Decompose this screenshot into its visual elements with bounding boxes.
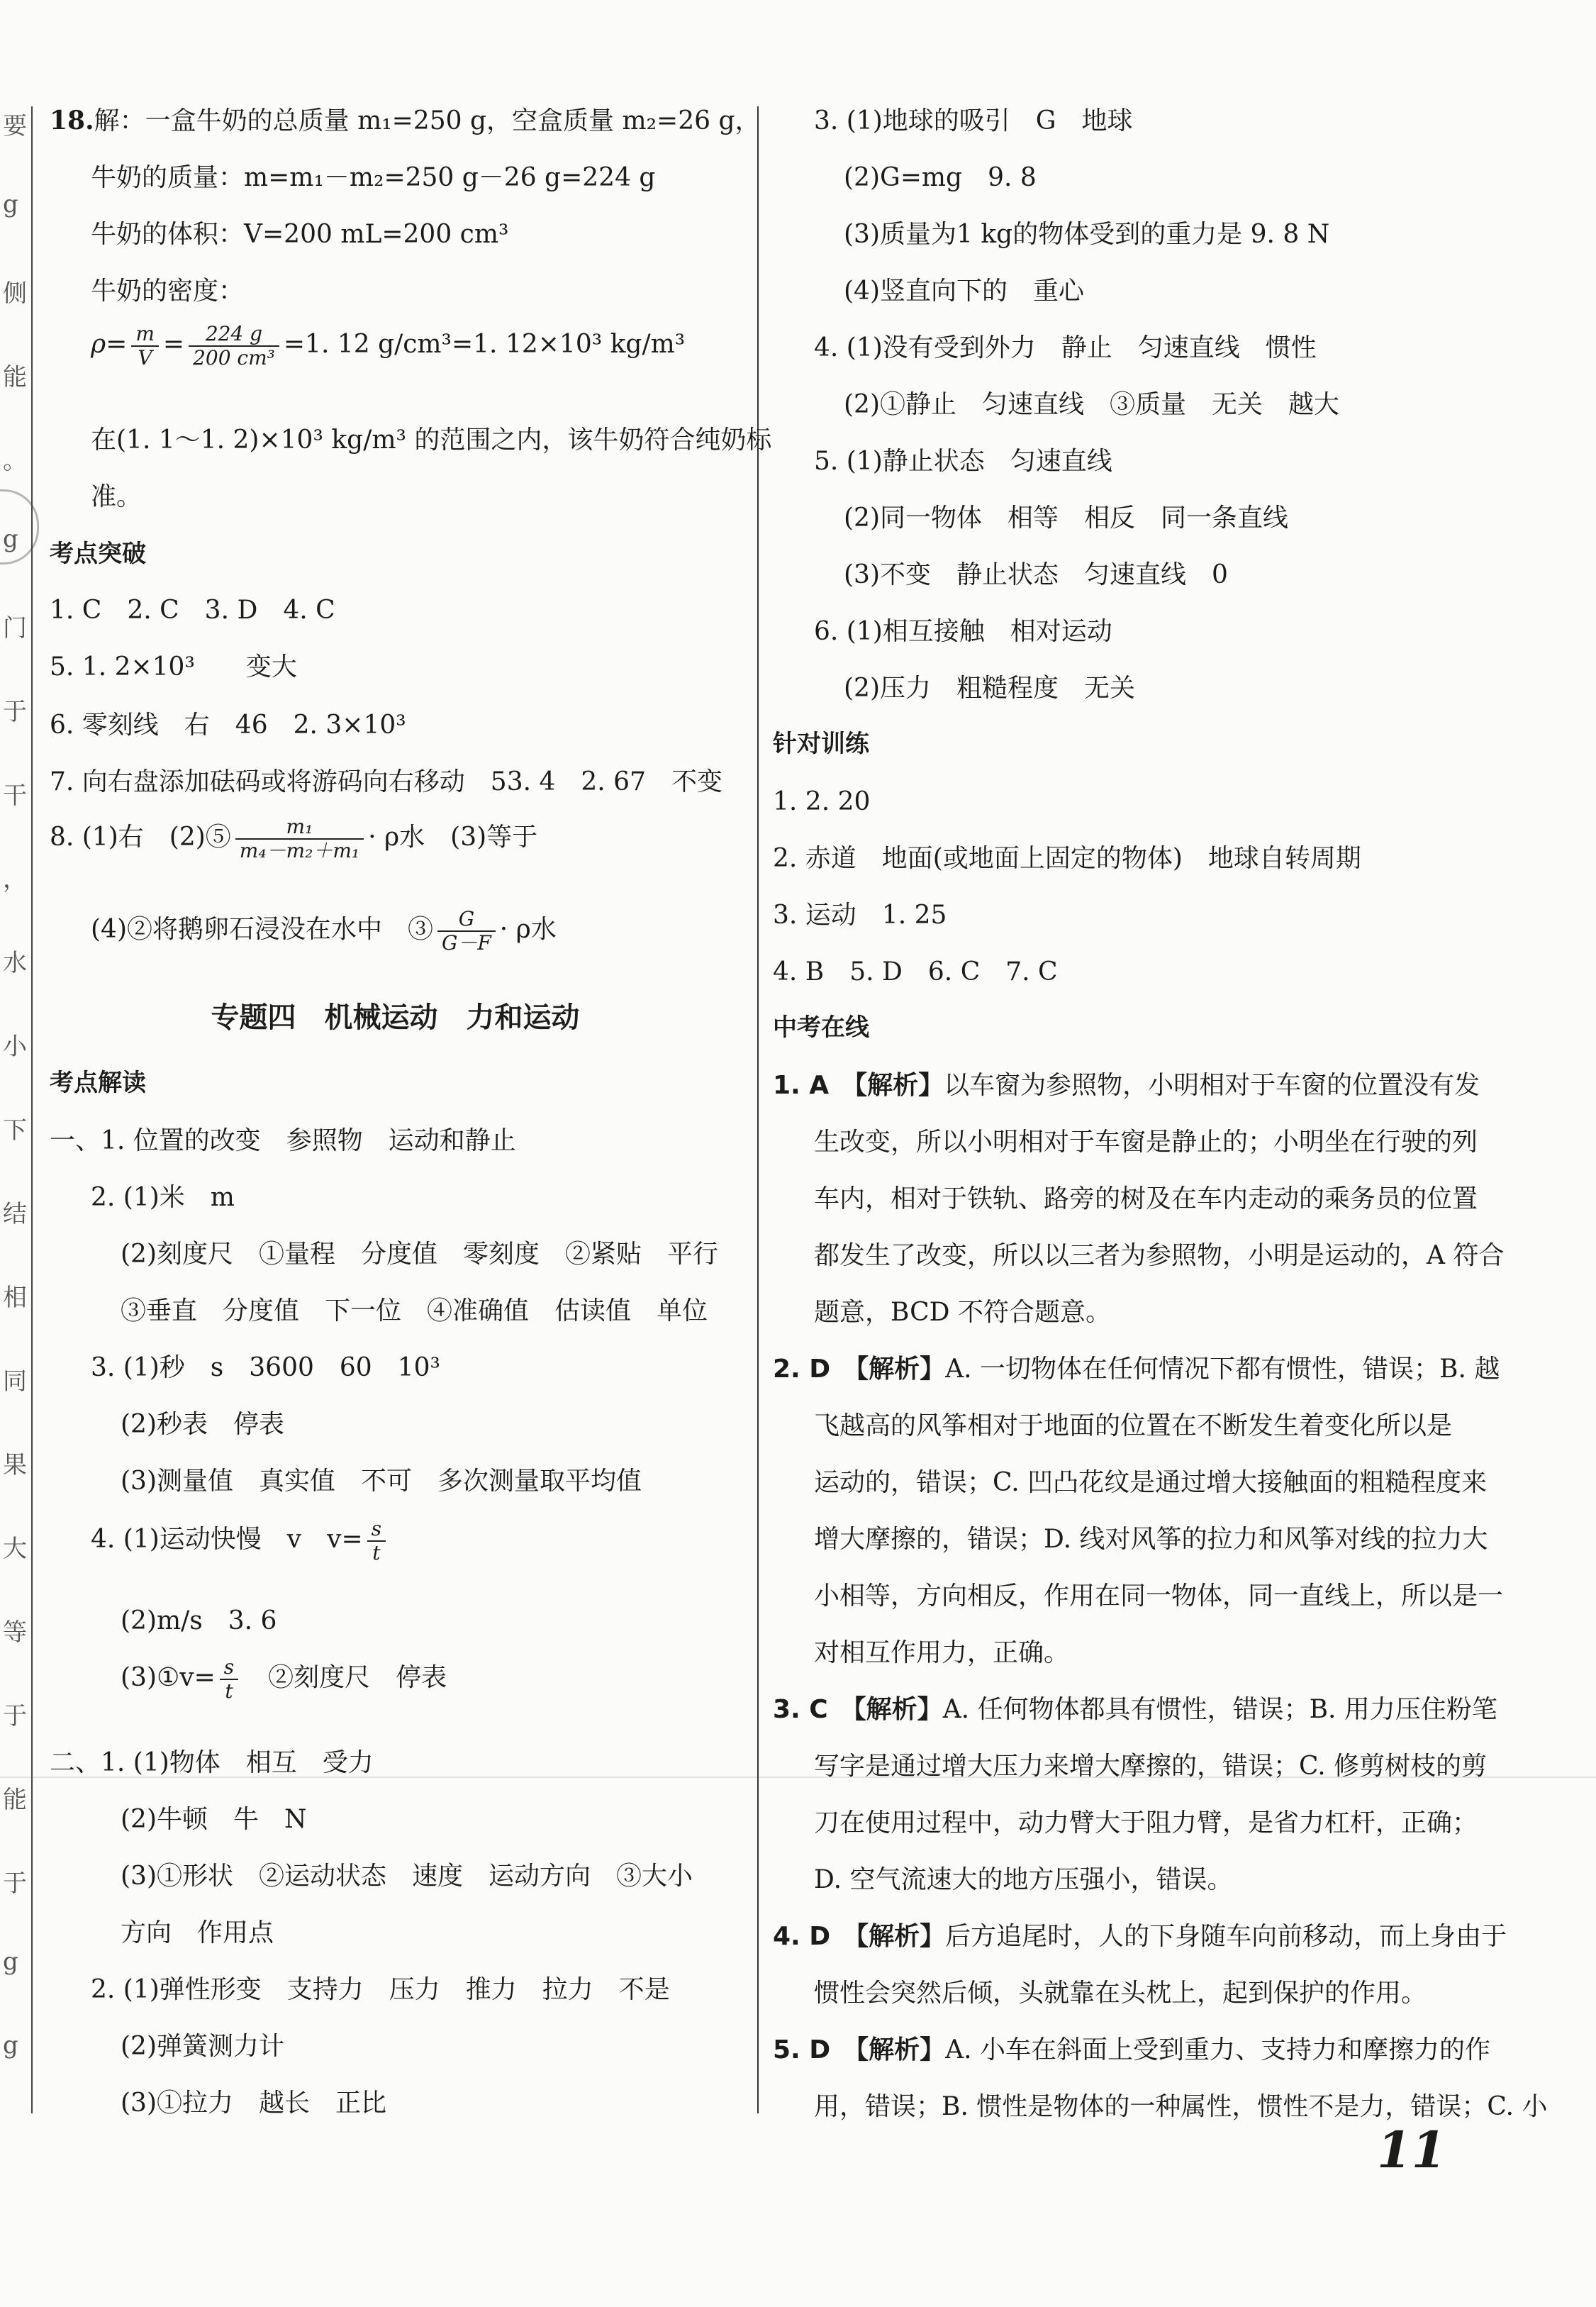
line-text: (3)不变 静止状态 匀速直线 0 bbox=[844, 560, 1228, 589]
line-text: (2)G=mg 9. 8 bbox=[844, 163, 1037, 192]
text-line-r3d bbox=[773, 277, 1084, 306]
line-text: 4. (1)没有受到外力 静止 匀速直线 惯性 bbox=[814, 333, 1317, 362]
text-line-a3b bbox=[50, 1410, 284, 1439]
line-text: (2)m/s 3. 6 bbox=[121, 1606, 277, 1635]
text-line-a1 bbox=[50, 1126, 516, 1155]
margin-char: ， bbox=[3, 865, 27, 894]
line-text: A. 任何物体都具有惯性，错误；B. 用力压住粉笔 bbox=[942, 1695, 1497, 1724]
line-text: (2)牛顿 牛 N bbox=[121, 1805, 307, 1834]
margin-char: 大 bbox=[3, 1535, 27, 1563]
text-line-k3c bbox=[773, 1808, 1478, 1838]
margin-char: 果 bbox=[3, 1451, 27, 1479]
line-text: 4. B 5. D 6. C 7. C bbox=[773, 957, 1058, 986]
line-text: 1. 2. 20 bbox=[773, 787, 871, 816]
line-text: 惯性会突然后倾，头就靠在头枕上，起到保护的作用。 bbox=[814, 1979, 1427, 2008]
line-text: 准。 bbox=[91, 482, 143, 511]
margin-char: 小 bbox=[3, 1033, 27, 1061]
text-line-kd-7 bbox=[50, 767, 722, 796]
line-text: 对相互作用力，正确。 bbox=[814, 1638, 1070, 1667]
line-text: 飞越高的风筝相对于地面的位置在不断发生着变化所以是 bbox=[814, 1411, 1453, 1440]
line-text: 牛奶的密度： bbox=[91, 277, 245, 306]
line-text: (2)弹簧测力计 bbox=[121, 2032, 284, 2061]
text-line-kd-5 bbox=[50, 652, 297, 682]
formula-equals: = bbox=[162, 330, 185, 360]
line-text: 2. (1)弹性形变 支持力 压力 推力 拉力 不是 bbox=[91, 1975, 670, 2004]
margin-char: 。 bbox=[3, 447, 27, 475]
text-line-kd-8b bbox=[50, 908, 557, 955]
line-text: 3. (1)地球的吸引 G 地球 bbox=[814, 106, 1133, 135]
text-line-k1e bbox=[773, 1298, 1111, 1327]
margin-char: 门 bbox=[3, 614, 27, 643]
line-suffix: · ρ水 bbox=[499, 915, 557, 945]
text-line-z4 bbox=[773, 957, 1058, 986]
section-heading: 中考在线 bbox=[773, 1013, 869, 1042]
line-text: 6. (1)相互接触 相对运动 bbox=[814, 617, 1112, 646]
margin-rule bbox=[31, 106, 33, 2113]
margin-char: 干 bbox=[3, 782, 27, 810]
text-line-k5 bbox=[773, 2035, 1490, 2064]
line-text: 5. 1. 2×10³ 变大 bbox=[50, 652, 297, 682]
text-line-kd-8 bbox=[50, 816, 537, 862]
text-line-b1b bbox=[50, 1805, 307, 1834]
line-text: 3. 运动 1. 25 bbox=[773, 901, 947, 930]
margin-char: 等 bbox=[3, 1618, 27, 1647]
stamp-mark bbox=[0, 489, 39, 565]
text-line-q18-5 bbox=[50, 323, 685, 369]
line-prefix: 8. (1)右 (2)⑤ bbox=[50, 823, 231, 852]
text-line-k3b bbox=[773, 1752, 1487, 1781]
line-text: 牛奶的质量：m=m₁－m₂=250 g－26 g=224 g bbox=[91, 163, 656, 192]
text-line-r3c bbox=[773, 220, 1329, 249]
fraction-numerator: m₁ bbox=[235, 816, 364, 840]
fraction bbox=[367, 1518, 386, 1564]
text-line-r5b bbox=[773, 504, 1288, 533]
section-heading: 针对训练 bbox=[773, 730, 869, 758]
text-line-b2c bbox=[50, 2089, 386, 2118]
answer-tag: 3. C 【解析】 bbox=[773, 1695, 943, 1724]
margin-char: g bbox=[3, 1947, 18, 1976]
text-line-k1c bbox=[773, 1184, 1478, 1213]
formula-lhs: ρ= bbox=[91, 330, 128, 360]
text-line-kd-1 bbox=[50, 596, 335, 625]
line-text: 2. (1)米 m bbox=[91, 1183, 235, 1212]
text-line-b2b bbox=[50, 2032, 284, 2061]
left-margin-text bbox=[0, 106, 27, 2128]
margin-char: 要 bbox=[3, 112, 27, 140]
question-number: 18. bbox=[50, 106, 94, 135]
answer-tag: 2. D 【解析】 bbox=[773, 1355, 946, 1384]
line-text: 一、1. 位置的改变 参照物 运动和静止 bbox=[50, 1126, 516, 1155]
line-text: (3)测量值 真实值 不可 多次测量取平均值 bbox=[121, 1467, 642, 1496]
text-line-q18-3 bbox=[50, 220, 508, 249]
fraction bbox=[189, 323, 279, 369]
margin-char: 相 bbox=[3, 1284, 27, 1312]
text-line-k2b bbox=[773, 1411, 1452, 1440]
line-suffix: · ρ水 (3)等于 bbox=[368, 823, 538, 852]
page-number: 11 bbox=[1377, 2120, 1446, 2179]
text-line-b1 bbox=[50, 1748, 374, 1777]
line-text: 用，错误；B. 惯性是物体的一种属性，惯性不是力，错误；C. 小 bbox=[814, 2092, 1548, 2121]
fraction-denominator: t bbox=[225, 1679, 233, 1703]
text-line-b1c bbox=[50, 1862, 693, 1891]
fraction bbox=[235, 816, 364, 862]
text-line-a2c bbox=[50, 1296, 708, 1325]
text-line-kd-head bbox=[50, 540, 146, 568]
line-text: 增大摩擦的，错误；D. 线对风筝的拉力和风筝对线的拉力大 bbox=[814, 1525, 1488, 1554]
text-line-k3d bbox=[773, 1865, 1232, 1894]
fraction-numerator: s bbox=[367, 1518, 386, 1542]
line-text: 在(1. 1～1. 2)×10³ kg/m³ 的范围之内，该牛奶符合纯奶标 bbox=[91, 426, 772, 455]
answer-tag: 4. D 【解析】 bbox=[773, 1922, 946, 1951]
line-text: D. 空气流速大的地方压强小，错误。 bbox=[814, 1865, 1233, 1894]
text-line-zd-head bbox=[773, 730, 869, 758]
line-text: 写字是通过增大压力来增大摩擦的，错误；C. 修剪树枝的剪 bbox=[814, 1752, 1488, 1781]
text-line-q18-1 bbox=[50, 106, 761, 135]
line-text: 以车窗为参照物，小明相对于车窗的位置没有发 bbox=[944, 1071, 1480, 1100]
text-line-z3 bbox=[773, 901, 947, 930]
text-line-r6b bbox=[773, 674, 1135, 703]
fraction-numerator: 224 g bbox=[189, 323, 279, 347]
margin-char: 于 bbox=[3, 1869, 27, 1898]
text-line-k4 bbox=[773, 1922, 1507, 1951]
margin-char: 同 bbox=[3, 1367, 27, 1396]
line-text: 6. 零刻线 右 46 2. 3×10³ bbox=[50, 711, 406, 740]
fraction bbox=[437, 908, 496, 955]
line-text: (2)同一物体 相等 相反 同一条直线 bbox=[844, 504, 1288, 533]
line-text: (3)质量为1 kg的物体受到的重力是 9. 8 N bbox=[844, 220, 1330, 249]
text-line-a3c bbox=[50, 1467, 642, 1496]
text-line-b1d bbox=[50, 1918, 274, 1947]
line-text: (3)①形状 ②运动状态 速度 运动方向 ③大小 bbox=[121, 1862, 693, 1891]
line-text: (2)秒表 停表 bbox=[121, 1410, 284, 1439]
text-line-r5 bbox=[773, 447, 1112, 476]
margin-char: g bbox=[3, 2031, 18, 2059]
text-line-r3 bbox=[773, 106, 1133, 135]
text-line-a4c bbox=[50, 1656, 447, 1703]
formula-rhs: =1. 12 g/cm³=1. 12×10³ kg/m³ bbox=[283, 330, 686, 360]
text-line-r4 bbox=[773, 333, 1317, 362]
text-line-a4 bbox=[50, 1518, 390, 1564]
column-divider bbox=[757, 106, 759, 2113]
line-text: (4)竖直向下的 重心 bbox=[844, 277, 1084, 306]
text-line-a3 bbox=[50, 1353, 440, 1382]
margin-char: 能 bbox=[3, 363, 27, 391]
fraction-denominator: G－F bbox=[442, 931, 491, 955]
line-text: 方向 作用点 bbox=[121, 1918, 274, 1947]
margin-char: 能 bbox=[3, 1786, 27, 1814]
line-text: 车内，相对于铁轨、路旁的树及在车内走动的乘务员的位置 bbox=[814, 1184, 1478, 1213]
text-line-a2 bbox=[50, 1183, 235, 1212]
line-text: (3)①拉力 越长 正比 bbox=[121, 2089, 386, 2118]
text-line-k2e bbox=[773, 1581, 1503, 1611]
line-text: A. 小车在斜面上受到重力、支持力和摩擦力的作 bbox=[945, 2035, 1491, 2064]
line-text: 题意，BCD 不符合题意。 bbox=[814, 1298, 1111, 1327]
answer-tag: 5. D 【解析】 bbox=[773, 2035, 946, 2064]
text-line-z1 bbox=[773, 787, 870, 816]
text-line-q18-6 bbox=[50, 426, 771, 455]
text-line-k1d bbox=[773, 1241, 1504, 1270]
fraction-denominator: 200 cm³ bbox=[193, 346, 275, 370]
line-text: 5. (1)静止状态 匀速直线 bbox=[814, 447, 1112, 476]
answer-tag: 1. A 【解析】 bbox=[773, 1071, 944, 1100]
margin-char: g bbox=[3, 525, 18, 553]
text-line-k1b bbox=[773, 1128, 1478, 1157]
text-line-k2c bbox=[773, 1468, 1487, 1497]
text-line-k5b bbox=[773, 2092, 1548, 2121]
text-line-k2f bbox=[773, 1638, 1069, 1667]
text-line-a2b bbox=[50, 1240, 718, 1269]
line-text: 刀在使用过程中，动力臂大于阻力臂，是省力杠杆，正确； bbox=[814, 1808, 1478, 1838]
fraction-numerator: s bbox=[220, 1656, 238, 1680]
line-prefix: (3)①v= bbox=[121, 1663, 216, 1693]
text-line-kj-head bbox=[50, 1069, 146, 1097]
text-line-z2 bbox=[773, 844, 1361, 873]
line-text: (2)压力 粗糙程度 无关 bbox=[844, 674, 1135, 703]
line-suffix: ②刻度尺 停表 bbox=[242, 1663, 447, 1693]
line-text: ③垂直 分度值 下一位 ④准确值 估读值 单位 bbox=[121, 1296, 708, 1325]
text-line-r6 bbox=[773, 617, 1112, 646]
text-line-r4b bbox=[773, 390, 1339, 419]
text-line-a4b bbox=[50, 1606, 277, 1635]
text-line-q18-7 bbox=[50, 482, 142, 511]
text-line-k3 bbox=[773, 1695, 1497, 1724]
line-text: (2)①静止 匀速直线 ③质量 无关 越大 bbox=[844, 390, 1339, 419]
margin-char: 于 bbox=[3, 698, 27, 726]
line-prefix: 4. (1)运动快慢 v v= bbox=[91, 1525, 363, 1555]
line-text: 解：一盒牛奶的总质量 m₁=250 g，空盒质量 m₂=26 g， bbox=[94, 106, 761, 135]
line-text: 2. 赤道 地面(或地面上固定的物体) 地球自转周期 bbox=[773, 844, 1361, 873]
fraction-denominator: t bbox=[372, 1541, 381, 1565]
line-text: 都发生了改变，所以以三者为参照物，小明是运动的，A 符合 bbox=[814, 1241, 1505, 1270]
line-text: 生改变，所以小明相对于车窗是静止的；小明坐在行驶的列 bbox=[814, 1128, 1478, 1157]
margin-char: 侧 bbox=[3, 279, 27, 308]
section-heading: 考点突破 bbox=[50, 540, 146, 568]
fraction-numerator: m bbox=[131, 323, 159, 347]
margin-char: 结 bbox=[3, 1200, 27, 1228]
text-line-k2d bbox=[773, 1525, 1488, 1554]
text-line-zk-head bbox=[773, 1014, 869, 1042]
line-text: 二、1. (1)物体 相互 受力 bbox=[50, 1748, 374, 1777]
fraction bbox=[131, 323, 159, 369]
text-line-r5c bbox=[773, 560, 1228, 589]
text-line-q18-4 bbox=[50, 277, 244, 306]
text-line-q18-2 bbox=[50, 163, 655, 192]
fraction-denominator: V bbox=[138, 346, 152, 370]
line-text: 运动的，错误；C. 凹凸花纹是通过增大接触面的粗糙程度来 bbox=[814, 1468, 1488, 1497]
text-line-k1 bbox=[773, 1071, 1480, 1100]
topic-title: 专题四 机械运动 力和运动 bbox=[211, 1001, 580, 1034]
margin-char: 于 bbox=[3, 1702, 27, 1730]
margin-char: g bbox=[3, 190, 18, 218]
line-text: 7. 向右盘添加砝码或将游码向右移动 53. 4 2. 67 不变 bbox=[50, 767, 722, 796]
line-text: 1. C 2. C 3. D 4. C bbox=[50, 596, 335, 625]
line-text: 小相等，方向相反，作用在同一物体，同一直线上，所以是一 bbox=[814, 1581, 1504, 1611]
line-text: 3. (1)秒 s 3600 60 10³ bbox=[91, 1353, 440, 1382]
line-prefix: (4)②将鹅卵石浸没在水中 ③ bbox=[91, 915, 433, 945]
fraction bbox=[220, 1656, 238, 1703]
line-text: (2)刻度尺 ①量程 分度值 零刻度 ②紧贴 平行 bbox=[121, 1240, 718, 1269]
text-line-k4b bbox=[773, 1979, 1427, 2008]
fraction-denominator: m₄－m₂＋m₁ bbox=[239, 839, 360, 863]
text-line-kd-6 bbox=[50, 711, 406, 740]
margin-char: 下 bbox=[3, 1116, 27, 1145]
line-text: 后方追尾时，人的下身随车向前移动，而上身由于 bbox=[945, 1922, 1507, 1951]
line-text: A. 一切物体在任何情况下都有惯性，错误；B. 越 bbox=[945, 1355, 1500, 1384]
text-line-k2 bbox=[773, 1355, 1500, 1384]
fraction-numerator: G bbox=[437, 908, 496, 932]
text-line-b2 bbox=[50, 1975, 670, 2004]
line-text: 牛奶的体积：V=200 mL=200 cm³ bbox=[91, 220, 509, 249]
section-heading: 考点解读 bbox=[50, 1069, 146, 1097]
margin-char: 水 bbox=[3, 949, 27, 977]
text-line-topic bbox=[50, 1001, 741, 1034]
text-line-r3b bbox=[773, 163, 1037, 192]
